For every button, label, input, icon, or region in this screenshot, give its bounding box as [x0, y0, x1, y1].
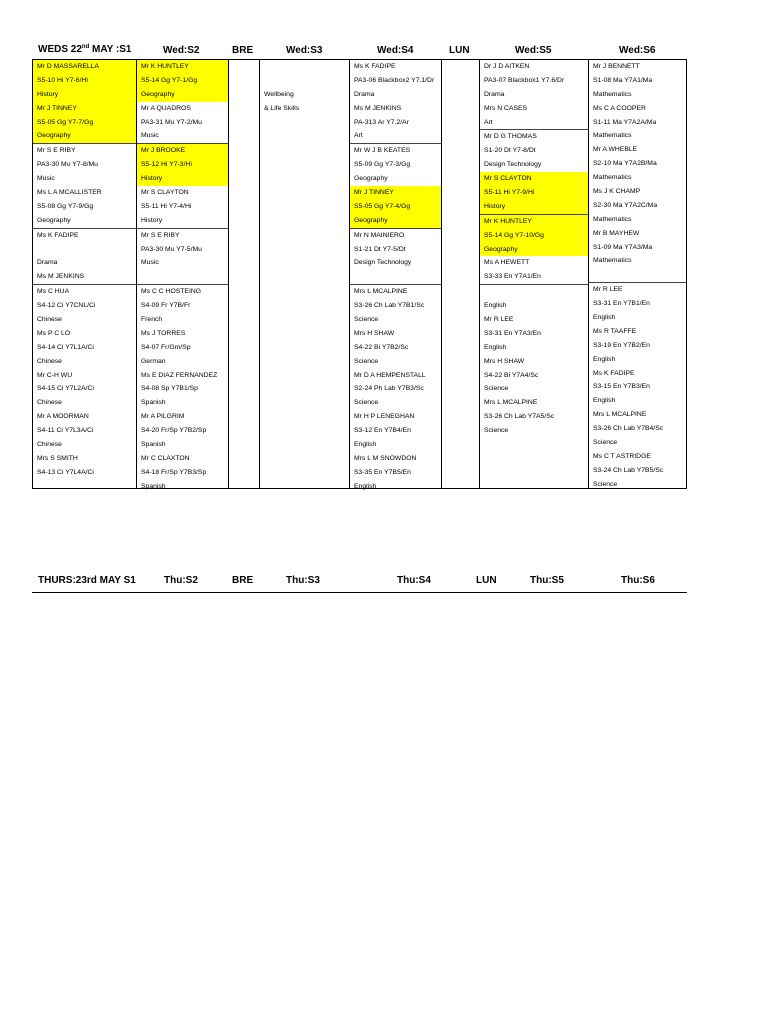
timetable-line: Ms C A COOPER [593, 104, 646, 112]
timetable-line: Science [354, 316, 379, 324]
timetable-line: Science [354, 357, 379, 365]
thu-header-bre: BRE [232, 575, 254, 586]
wed-col-block [350, 284, 441, 493]
timetable-line: Mr N MAINIERO [354, 231, 405, 239]
wed-header-lun: LUN [449, 45, 470, 56]
timetable-line: Mathematics [593, 215, 632, 223]
timetable-line: S4-14 Ci Y7L1A/Ci [37, 343, 94, 351]
timetable-line: S5-11 Hi Y7-9/Hi [480, 186, 588, 200]
timetable-line: S1-21 Dt Y7-5/Dt [354, 245, 406, 253]
timetable-line: Geography [354, 175, 388, 183]
timetable-line: Mr C CLAXTON [141, 454, 190, 462]
timetable-line: English [593, 355, 616, 363]
timetable-line: Mr K HUNTLEY [137, 60, 228, 74]
timetable-line: PA3-30 Mu Y7-8/Mu [37, 161, 98, 169]
timetable-line: Art [484, 118, 493, 126]
wed-col-block [137, 228, 228, 285]
timetable-line: Dr J D AITKEN [484, 63, 530, 70]
wed-col-block [480, 129, 588, 213]
timetable-line: Mrs L MCALPINE [593, 411, 647, 419]
timetable-line: Science [354, 399, 379, 407]
timetable-line: History [480, 200, 588, 214]
timetable-line: Mr J TINNEY [33, 102, 136, 116]
timetable-line: S5-05 Gg Y7-7/Gg [33, 116, 136, 130]
timetable-line: History [33, 88, 136, 102]
timetable-line: Drama [37, 259, 58, 267]
timetable-line [33, 243, 136, 257]
timetable-line: Music [141, 259, 159, 267]
wed-col-block [33, 60, 136, 143]
thu-header-s5: Thu:S5 [530, 575, 564, 586]
timetable-line: Ms K FADIPE [37, 231, 79, 239]
timetable-line: English [484, 343, 507, 351]
timetable-line: Mr W J B KEATES [354, 147, 411, 155]
timetable-line: S5-14 Gg Y7-10/Gg [480, 229, 588, 243]
timetable-line: Mr S CLAYTON [480, 172, 588, 186]
thu-header-lun: LUN [476, 575, 497, 586]
wed-grid-col-line [686, 59, 687, 489]
timetable-line: Science [484, 385, 509, 393]
timetable-line: PA3-30 Mu Y7-5/Mu [141, 245, 202, 253]
timetable-line: Mr H P LENEGHAN [354, 413, 415, 421]
timetable-line: S5-12 Hi Y7-3/Hi [137, 158, 228, 172]
timetable-line: Mrs H SHAW [484, 357, 525, 365]
timetable-line: Mr B MAYHEW [593, 229, 640, 237]
timetable-line: PA3-07 Blackbox1 Y7.6/Dr [484, 76, 565, 84]
wed-header-bre: BRE [232, 45, 254, 56]
timetable-line: Geography [37, 216, 71, 224]
wed-col-block [137, 143, 228, 227]
wed-col-s5 [480, 60, 588, 438]
timetable-line: Ms A HEWETT [484, 259, 530, 267]
timetable-line: Geography [480, 243, 588, 257]
timetable-line: S3-31 En Y7B1/En [593, 300, 650, 308]
timetable-line: Chinese [37, 357, 62, 365]
timetable-line: German [141, 357, 166, 365]
wed-col-block [33, 284, 136, 479]
timetable-line: S5-11 Hi Y7-4/Hi [141, 202, 192, 210]
timetable-line: S1-11 Ma Y7A2A/Ma [593, 118, 657, 126]
thu-grid-top-border [32, 592, 687, 593]
timetable-line: S2-30 Ma Y7A2C/Ma [593, 201, 658, 209]
timetable-line: Music [37, 175, 55, 183]
timetable-line: Science [593, 439, 618, 447]
timetable-line: Spanish [141, 482, 166, 490]
timetable-line: Science [593, 480, 618, 488]
timetable-line: Ms M JENKINS [37, 273, 85, 281]
timetable-line: S4-11 Ci Y7L3A/Ci [37, 427, 94, 435]
timetable-line: Mr D A HEMPENSTALL [354, 371, 426, 379]
timetable-line: Ms L A MCALLISTER [37, 189, 102, 197]
timetable-line: English [354, 482, 377, 490]
thu-header-s3: Thu:S3 [286, 575, 320, 586]
timetable-line: S3-33 En Y7A1/En [484, 273, 541, 281]
wed-grid-col-line [441, 59, 442, 489]
timetable-line: Mr A MOORMAN [37, 413, 89, 421]
timetable-line: Mr S CLAYTON [141, 189, 189, 197]
timetable-line: Mr R LEE [484, 316, 514, 324]
timetable-line: PA3-31 Mu Y7-2/Mu [141, 118, 202, 126]
wed-col-block [480, 284, 588, 438]
timetable-line: S3-26 Ch Lab Y7B4/Sc [593, 425, 664, 433]
timetable-line: Mr D MASSARELLA [33, 60, 136, 74]
timetable-line: S1-20 Dt Y7-8/Dt [484, 147, 536, 155]
timetable-line: English [354, 441, 377, 449]
timetable-line: Mr C-H WU [37, 371, 73, 379]
timetable-line: S4-08 Sp Y7B1/Sp [141, 385, 198, 393]
timetable-line: Science [484, 427, 509, 435]
timetable-line [137, 270, 228, 284]
timetable-line: S3-35 En Y7B5/En [354, 468, 411, 476]
timetable-line [260, 74, 349, 88]
timetable-line: S5-14 Gg Y7-1/Gg [137, 74, 228, 88]
wed-col-block [260, 60, 349, 116]
timetable-line: S5-10 Hi Y7-6/Hi [33, 74, 136, 88]
timetable-line: Drama [354, 90, 375, 98]
timetable-line: Mrs L MCALPINE [484, 399, 538, 407]
wed-col-block [480, 60, 588, 129]
timetable-line: Design Technology [354, 259, 412, 267]
timetable-line [589, 268, 686, 282]
timetable-line [260, 60, 349, 74]
timetable-line: S4-09 Fr Y7B/Fr [141, 302, 191, 310]
wed-header-s6: Wed:S6 [619, 45, 656, 56]
timetable-line: Wellbeing [264, 90, 294, 98]
timetable-line: Spanish [141, 441, 166, 449]
wed-header-s1: WEDS 22nd MAY :S1 [38, 44, 132, 55]
timetable-line: Drama [484, 90, 505, 98]
timetable-line: Chinese [37, 441, 62, 449]
timetable-line: Mr D G THOMAS [484, 133, 537, 141]
timetable-line: Art [354, 132, 363, 140]
timetable-line: Mr A PILGRIM [141, 413, 185, 421]
wed-grid-col-line [259, 59, 260, 489]
timetable-line: S5-05 Gg Y7-4/Gg [350, 200, 441, 214]
wed-col-block [480, 214, 588, 284]
wed-header-s3: Wed:S3 [286, 45, 323, 56]
timetable-line: Spanish [141, 399, 166, 407]
timetable-line: S2-10 Ma Y7A2B/Ma [593, 160, 657, 168]
thu-header-s6: Thu:S6 [621, 575, 655, 586]
timetable-line: Mathematics [593, 132, 632, 140]
timetable-line: Geography [33, 129, 136, 143]
timetable-line: Mr R LEE [593, 286, 623, 294]
timetable-line: History [141, 216, 163, 224]
thu-header-s1: THURS:23rd MAY S1 [38, 575, 136, 586]
timetable-line: Mrs S SMITH [37, 454, 78, 462]
timetable-line: S3-24 Ch Lab Y7B5/Sc [593, 466, 664, 474]
timetable-line: Mrs L MCALPINE [354, 288, 408, 296]
timetable-line: Mr S E RIBY [141, 231, 180, 239]
timetable-line: PA-313 Ar Y7.2/Ar [354, 118, 409, 126]
timetable-line: History [137, 172, 228, 186]
wed-col-block [350, 228, 441, 285]
timetable-line: English [484, 302, 507, 310]
wed-col-block [33, 143, 136, 227]
timetable-line: Ms M JENKINS [354, 104, 402, 112]
timetable-line: Mrs N CASES [484, 104, 528, 112]
wed-grid-col-line [228, 59, 229, 489]
timetable-line: S4-13 Ci Y7L4A/Ci [37, 468, 94, 476]
timetable-line: English [593, 397, 616, 405]
timetable-line: Mr K HUNTLEY [480, 215, 588, 229]
timetable-line [480, 285, 588, 299]
timetable-line: Mathematics [593, 257, 632, 265]
timetable-line: & Life Skills [264, 104, 300, 112]
timetable-line: Mrs H SHAW [354, 329, 395, 337]
timetable-line: Ms K FADIPE [354, 63, 396, 70]
timetable-line: S4-18 Fr/Sp Y7B3/Sp [141, 468, 207, 476]
timetable-line: Ms J K CHAMP [593, 188, 641, 196]
wed-col-s4 [350, 60, 441, 494]
timetable-line: Mr S E RIBY [37, 147, 76, 155]
timetable-line: Ms P C LO [37, 329, 71, 337]
timetable-line: English [593, 314, 616, 322]
wed-col-s2 [137, 60, 228, 494]
wed-col-block [350, 60, 441, 143]
timetable-line: S3-26 Ch Lab Y7B1/Sc [354, 302, 425, 310]
wed-col-s3 [260, 60, 349, 116]
timetable-line: Design Technology [484, 161, 542, 169]
wed-col-block [589, 282, 686, 491]
timetable-line: S5-08 Gg Y7-9/Gg [37, 202, 94, 210]
timetable-line: S4-12 Ci Y7CNL/Ci [37, 302, 96, 310]
timetable-line: Ms E DIAZ FERNANDEZ [141, 371, 218, 379]
timetable-line: Ms R TAAFFE [593, 327, 637, 335]
timetable-line: Ms C T ASTRIDGE [593, 452, 651, 460]
timetable-line: S4-20 Fr/Sp Y7B2/Sp [141, 427, 207, 435]
timetable-line [350, 270, 441, 284]
timetable-line: S5-09 Gg Y7-3/Gg [354, 161, 411, 169]
timetable-line: S3-26 Ch Lab Y7A5/Sc [484, 413, 555, 421]
timetable-line: Ms C C HOSTEING [141, 288, 202, 296]
timetable-line: S1-08 Ma Y7A1/Ma [593, 76, 653, 84]
timetable-line: S3-15 En Y7B3/En [593, 383, 650, 391]
timetable-line: French [141, 316, 163, 324]
timetable-line: Mr A WHEBLE [593, 146, 638, 154]
timetable-line: S4-22 Bi Y7A4/Sc [484, 371, 539, 379]
timetable-line: S4-15 Ci Y7L2A/Ci [37, 385, 94, 393]
wed-col-s1 [33, 60, 136, 480]
timetable-line: S4-22 Bi Y7B2/Sc [354, 343, 409, 351]
timetable-line: Mathematics [593, 90, 632, 98]
timetable-line: Mathematics [593, 174, 632, 182]
timetable-line: Mr J BENNETT [593, 63, 640, 70]
timetable-line: Chinese [37, 399, 62, 407]
timetable-line: Geography [137, 88, 228, 102]
timetable-line: Chinese [37, 316, 62, 324]
timetable-line: S3-12 En Y7B4/En [354, 427, 411, 435]
timetable-line: Mr J TINNEY [350, 186, 441, 200]
timetable-line: S4-07 Fr/Gm/Sp [141, 343, 191, 351]
wed-header-s4: Wed:S4 [377, 45, 414, 56]
timetable-line: Music [141, 132, 159, 140]
timetable-line: Ms C HUA [37, 288, 70, 296]
wed-col-block [589, 60, 686, 282]
timetable-line: S1-09 Ma Y7A3/Ma [593, 243, 653, 251]
timetable-line: Mr J BROOKE [137, 144, 228, 158]
wed-col-block [137, 60, 228, 143]
thu-header-s2: Thu:S2 [164, 575, 198, 586]
wed-col-block [350, 143, 441, 227]
timetable-line: Mr A QUADROS [141, 104, 191, 112]
wed-col-block [137, 284, 228, 493]
timetable-line: PA3-06 Blackbox2 Y7.1/Dr [354, 76, 435, 84]
wed-header-s2: Wed:S2 [163, 45, 200, 56]
timetable-line: Geography [350, 214, 441, 228]
timetable-line: S3-19 En Y7B2/En [593, 341, 650, 349]
thu-header-s4: Thu:S4 [397, 575, 431, 586]
timetable-line: Mrs L M SNOWDON [354, 454, 417, 462]
timetable-line: Ms J TORRES [141, 329, 186, 337]
wed-col-block [33, 228, 136, 285]
timetable-line: S3-31 En Y7A3/En [484, 329, 541, 337]
wed-col-s6 [589, 60, 686, 492]
timetable-line: Ms K FADIPE [593, 369, 635, 377]
timetable-line: S2-24 Ph Lab Y7B3/Sc [354, 385, 424, 393]
wed-header-s5: Wed:S5 [515, 45, 552, 56]
